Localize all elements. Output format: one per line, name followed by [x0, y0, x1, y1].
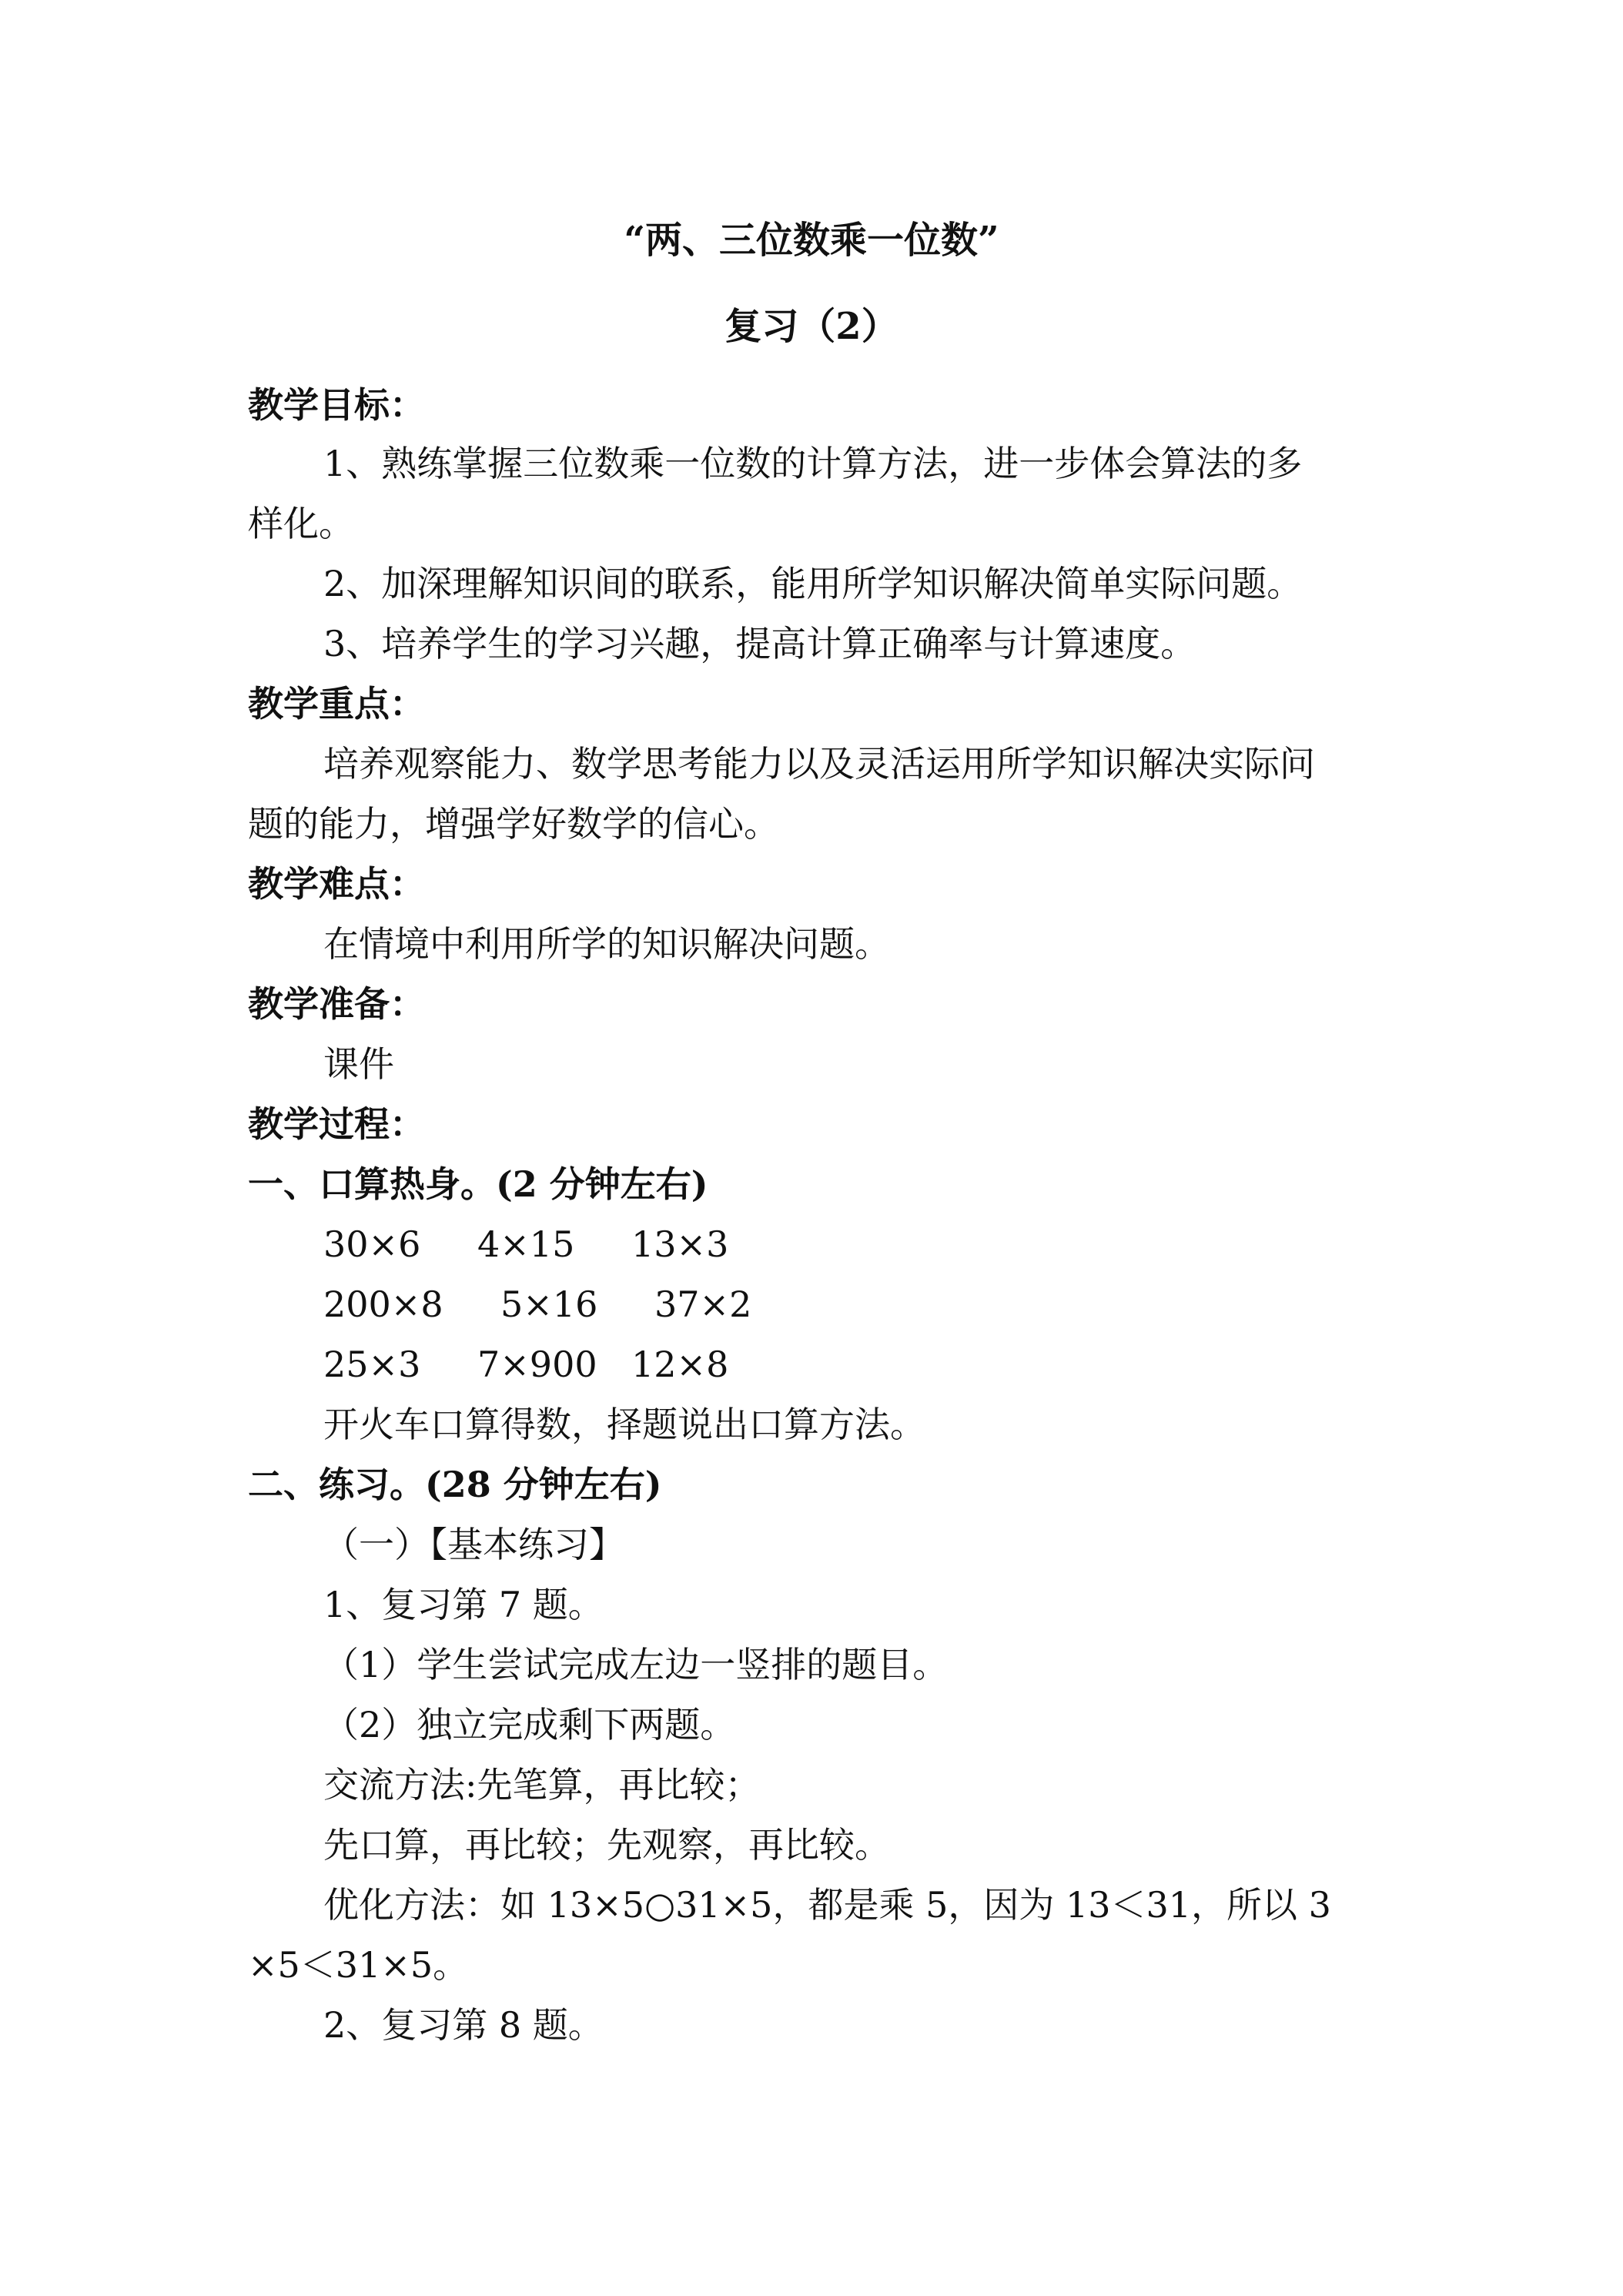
difficulty-text: 在情境中利用所学的知识解决问题。	[323, 923, 890, 965]
oral-item: 25×3	[323, 1344, 421, 1385]
review-8: 2、复习第 8 题。	[323, 2004, 604, 2046]
objective-1-line-1: 1、熟练掌握三位数乘一位数的计算方法，进一步体会算法的多	[323, 443, 1303, 484]
oral-item: 13×3	[631, 1223, 729, 1265]
document-subtitle: 复习（2）	[724, 305, 899, 348]
oral-item: 7×900	[477, 1344, 597, 1385]
key-points-line-2: 题的能力，增强学好数学的信心。	[248, 803, 779, 845]
preparation-text: 课件	[323, 1043, 394, 1085]
basic-practice-heading: （一）【基本练习】	[323, 1524, 624, 1565]
oral-item: 37×2	[654, 1284, 752, 1325]
review-7-step-2: （2）独立完成剩下两题。	[323, 1704, 736, 1745]
oral-item: 200×8	[323, 1284, 443, 1325]
oral-item: 5×16	[500, 1284, 598, 1325]
preparation-heading: 教学准备：	[248, 983, 425, 1025]
optimize-line-2: ×5＜31×5。	[248, 1944, 469, 1986]
part2-heading: 二、练习。(28 分钟左右)	[248, 1464, 662, 1505]
key-points-line-1: 培养观察能力、数学思考能力以及灵活运用所学知识解决实际问	[323, 743, 1315, 785]
optimize-line-1: 优化方法：如 13×5○31×5，都是乘 5，因为 13＜31，所以 3	[323, 1884, 1331, 1926]
document-title: “两、三位数乘一位数”	[624, 219, 999, 262]
oral-row-1	[323, 1221, 785, 1267]
objective-1-line-2: 样化。	[248, 503, 354, 544]
process-heading: 教学过程：	[248, 1103, 425, 1145]
review-7: 1、复习第 7 题。	[323, 1584, 604, 1625]
objectives-heading: 教学目标：	[248, 384, 425, 426]
exchange-method: 交流方法:先笔算，再比较；	[323, 1764, 761, 1806]
oral-note: 开火车口算得数，择题说出口算方法。	[323, 1404, 925, 1445]
oral-row-3	[323, 1341, 785, 1387]
oral-item: 4×15	[477, 1223, 575, 1265]
objective-3: 3、培养学生的学习兴趣，提高计算正确率与计算速度。	[323, 623, 1196, 664]
objective-2: 2、加深理解知识间的联系，能用所学知识解决简单实际问题。	[323, 563, 1303, 604]
oral-row-2	[323, 1281, 808, 1327]
part1-heading: 一、口算热身。(2 分钟左右)	[248, 1163, 708, 1205]
review-7-step-1: （1）学生尝试完成左边一竖排的题目。	[323, 1644, 949, 1685]
oral-item: 30×6	[323, 1223, 421, 1265]
exchange-method-2: 先口算，再比较；先观察，再比较。	[323, 1824, 890, 1866]
difficulty-heading: 教学难点：	[248, 863, 425, 905]
key-points-heading: 教学重点：	[248, 683, 425, 725]
oral-item: 12×8	[631, 1344, 729, 1385]
